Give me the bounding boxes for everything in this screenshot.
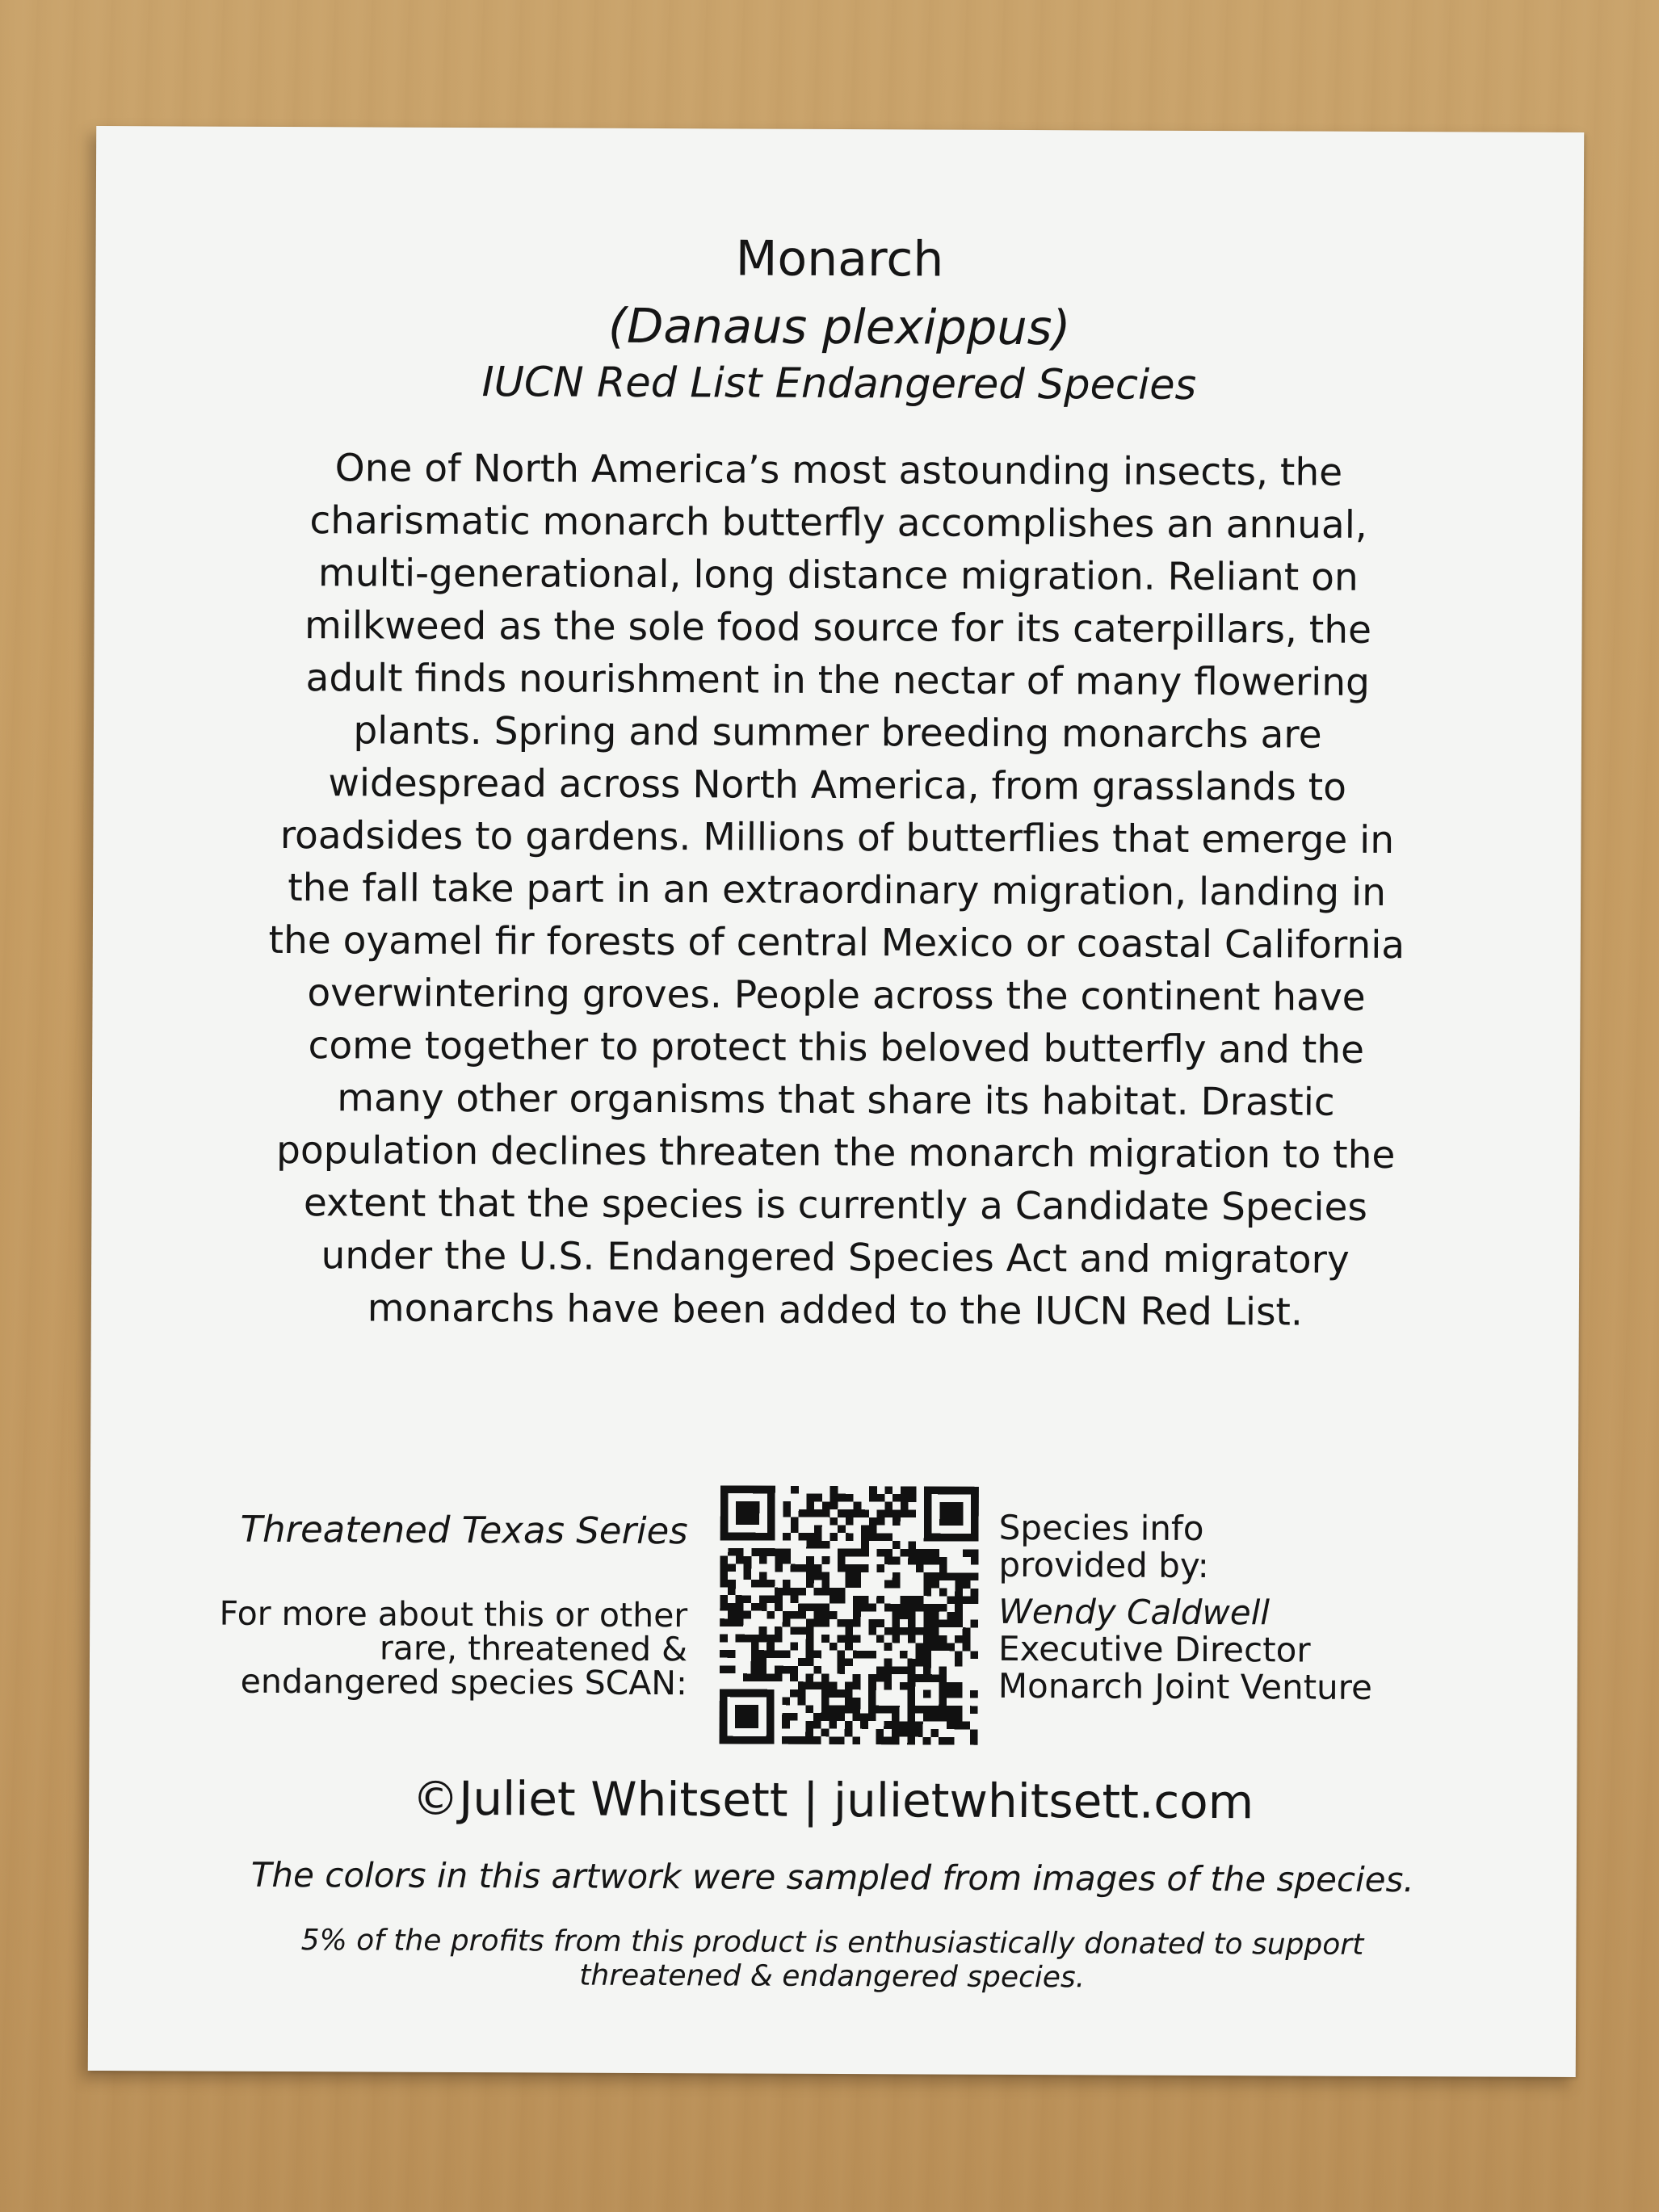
profits-note (88, 1923, 1576, 1997)
conservation-status: IUCN Red List Endangered Species (481, 359, 1197, 409)
species-info-label: Species info provided by: (998, 1507, 1209, 1586)
qr-code-icon[interactable] (720, 1485, 979, 1744)
contributor-organization: Monarch Joint Venture (998, 1665, 1373, 1707)
series-name: Threatened Texas Series (240, 1507, 688, 1553)
profits-note-line-1: 5% of the profits from this product is enthusiastically donated to support (300, 1924, 1364, 1962)
scientific-name: (Danaus plexippus) (607, 297, 1071, 356)
contributor-role: Executive Director (998, 1628, 1311, 1670)
more-info-text: For more about this or other rare, threatened & endangered species SCAN: (219, 1593, 688, 1703)
colors-note: The colors in this artwork were sampled from images of the species. (250, 1854, 1414, 1900)
species-description: One of North America’s most astounding insects, the charismatic monarch butterfly accomplishes an annual, multi-generational, long distance migration. Reliant on milkweed as the sole food source for its caterpillars, the adult finds nourishment in the nectar of many flowering plants. Spring and summer breeding monarchs are widespread across North America, from grasslands to roadsides to gardens. Millions of butterflies that emerge in the fall take part in an extraordinary migration, landing in the oyamel fir forests of central Mexico or coastal California overwintering groves. People across the continent have come together to protect this beloved butterfly and the many other organisms that share its habitat. Drastic population declines threaten the monarch migration to the extent that the species is currently a Candidate Species under the U.S. Endangered Species Act and migratory monarchs have been added to the IUCN Red List. (268, 446, 1405, 1335)
info-card (88, 126, 1584, 2077)
species-title: Monarch (735, 230, 944, 288)
contributor-name: Wendy Caldwell (998, 1591, 1270, 1633)
species-info-block (998, 1509, 1373, 1706)
profits-note-line-2: threatened & endangered species. (579, 1958, 1086, 1995)
artist-credit: ©Juliet Whitsett | julietwhitsett.com (412, 1770, 1254, 1830)
